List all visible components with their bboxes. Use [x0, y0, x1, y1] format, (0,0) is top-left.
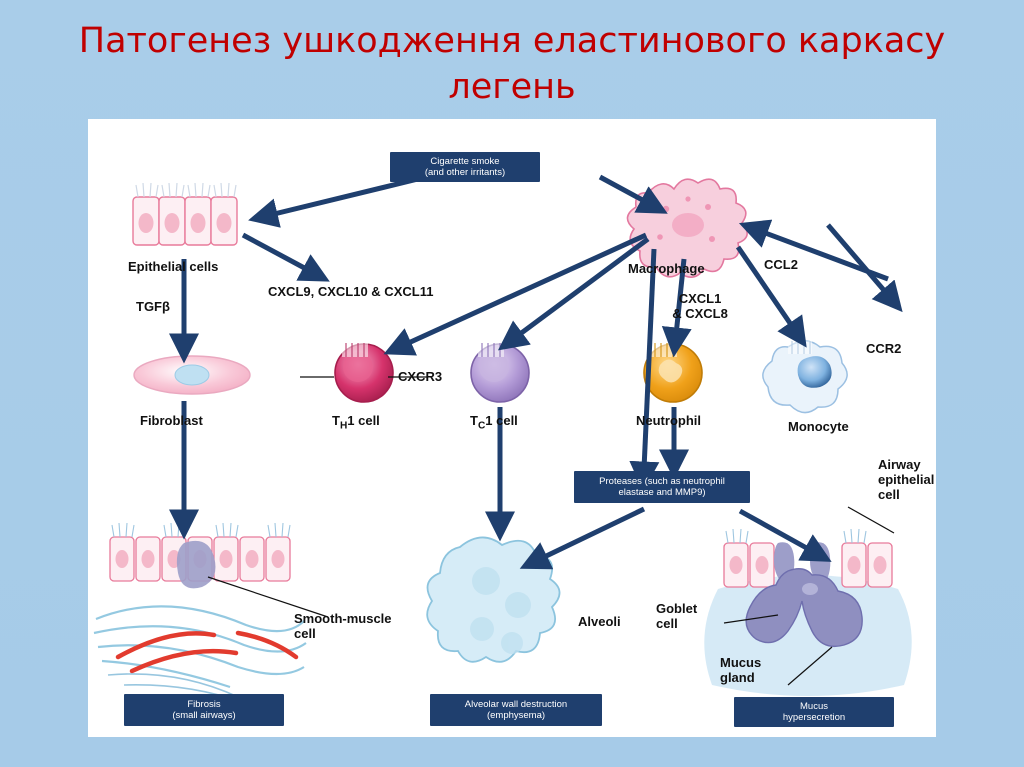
- label-mucus-gland-line2: gland: [720, 670, 755, 685]
- box-alveolar-line1: Alveolar wall destruction: [464, 698, 568, 710]
- label-th1-sub: H: [339, 420, 348, 432]
- pathogenesis-diagram: [88, 119, 936, 737]
- label-ccl2: CCL2: [764, 257, 798, 272]
- label-ccr2: CCR2: [866, 341, 902, 356]
- label-cxcl1-cxcl8: [660, 291, 740, 321]
- epithelial-cell-cluster-top: [133, 183, 237, 245]
- label-airway-line1: Airway: [878, 457, 921, 472]
- label-smooth-muscle-cell: [294, 611, 392, 641]
- box-cigarette-smoke-line1: Cigarette smoke: [430, 155, 500, 167]
- th1-cell: [335, 343, 393, 402]
- label-chemokines: CXCL9, CXCL10 & CXCL11: [268, 284, 434, 299]
- label-tc1-sub: C: [477, 420, 486, 432]
- label-monocyte: Monocyte: [788, 419, 849, 434]
- label-fibroblast: Fibroblast: [140, 413, 203, 428]
- monocyte-cell: [763, 341, 847, 413]
- box-cigarette-smoke-line2: (and other irritants): [424, 167, 506, 178]
- box-fibrosis-line1: Fibrosis: [187, 698, 221, 710]
- box-mucus-line2: hypersecretion: [782, 712, 846, 723]
- label-epithelial-cells: Epithelial cells: [128, 259, 219, 274]
- label-goblet-line1: Goblet: [656, 601, 698, 616]
- label-cxcl1: CXCL1: [678, 291, 722, 306]
- label-smooth-muscle-line2: cell: [294, 626, 316, 641]
- alveoli-illustration: [427, 537, 559, 661]
- label-macrophage: Macrophage: [628, 261, 705, 276]
- box-fibrosis: [124, 694, 284, 726]
- label-mucus-gland: [720, 655, 761, 685]
- fibroblast-cell: [134, 356, 250, 394]
- label-th1-post: 1 cell: [347, 413, 380, 428]
- label-airway-epithelial-cell: [878, 457, 934, 502]
- fibrosis-tissue-illustration: [94, 523, 306, 703]
- tc1-cell: [471, 343, 529, 402]
- label-goblet-line2: cell: [656, 616, 678, 631]
- label-neutrophil: Neutrophil: [636, 413, 701, 428]
- label-airway-line3: cell: [878, 487, 900, 502]
- label-tc1-pre: T: [470, 413, 478, 428]
- box-alveolar-wall-destruction: [430, 694, 602, 726]
- box-proteases-line1: Proteases (such as neutrophil: [599, 475, 725, 487]
- box-mucus-hypersecretion: [734, 697, 894, 727]
- label-tc1-cell: [470, 413, 518, 432]
- box-fibrosis-line2: (small airways): [172, 710, 236, 721]
- label-th1-cell: [332, 413, 380, 432]
- label-cxcr3: CXCR3: [398, 369, 443, 384]
- label-th1-pre: T: [332, 413, 340, 428]
- page-title: Патогенез ушкодження еластинового каркасу легень: [78, 21, 946, 107]
- box-mucus-line1: Mucus: [800, 700, 828, 712]
- label-smooth-muscle-line1: Smooth-muscle: [294, 611, 392, 626]
- label-alveoli: Alveoli: [578, 614, 621, 629]
- box-alveolar-line2: (emphysema): [486, 710, 546, 721]
- label-mucus-gland-line1: Mucus: [720, 655, 762, 670]
- box-cigarette-smoke: [390, 152, 540, 182]
- box-proteases: [574, 471, 750, 503]
- neutrophil-cell: [644, 343, 702, 402]
- label-tc1-post: 1 cell: [485, 413, 518, 428]
- label-cxcl8: & CXCL8: [672, 306, 728, 321]
- label-tgfb: TGFβ: [136, 299, 170, 314]
- box-proteases-line2: elastase and MMP9): [618, 487, 706, 498]
- label-goblet-cell: [656, 601, 697, 631]
- label-airway-line2: epithelial: [878, 472, 935, 487]
